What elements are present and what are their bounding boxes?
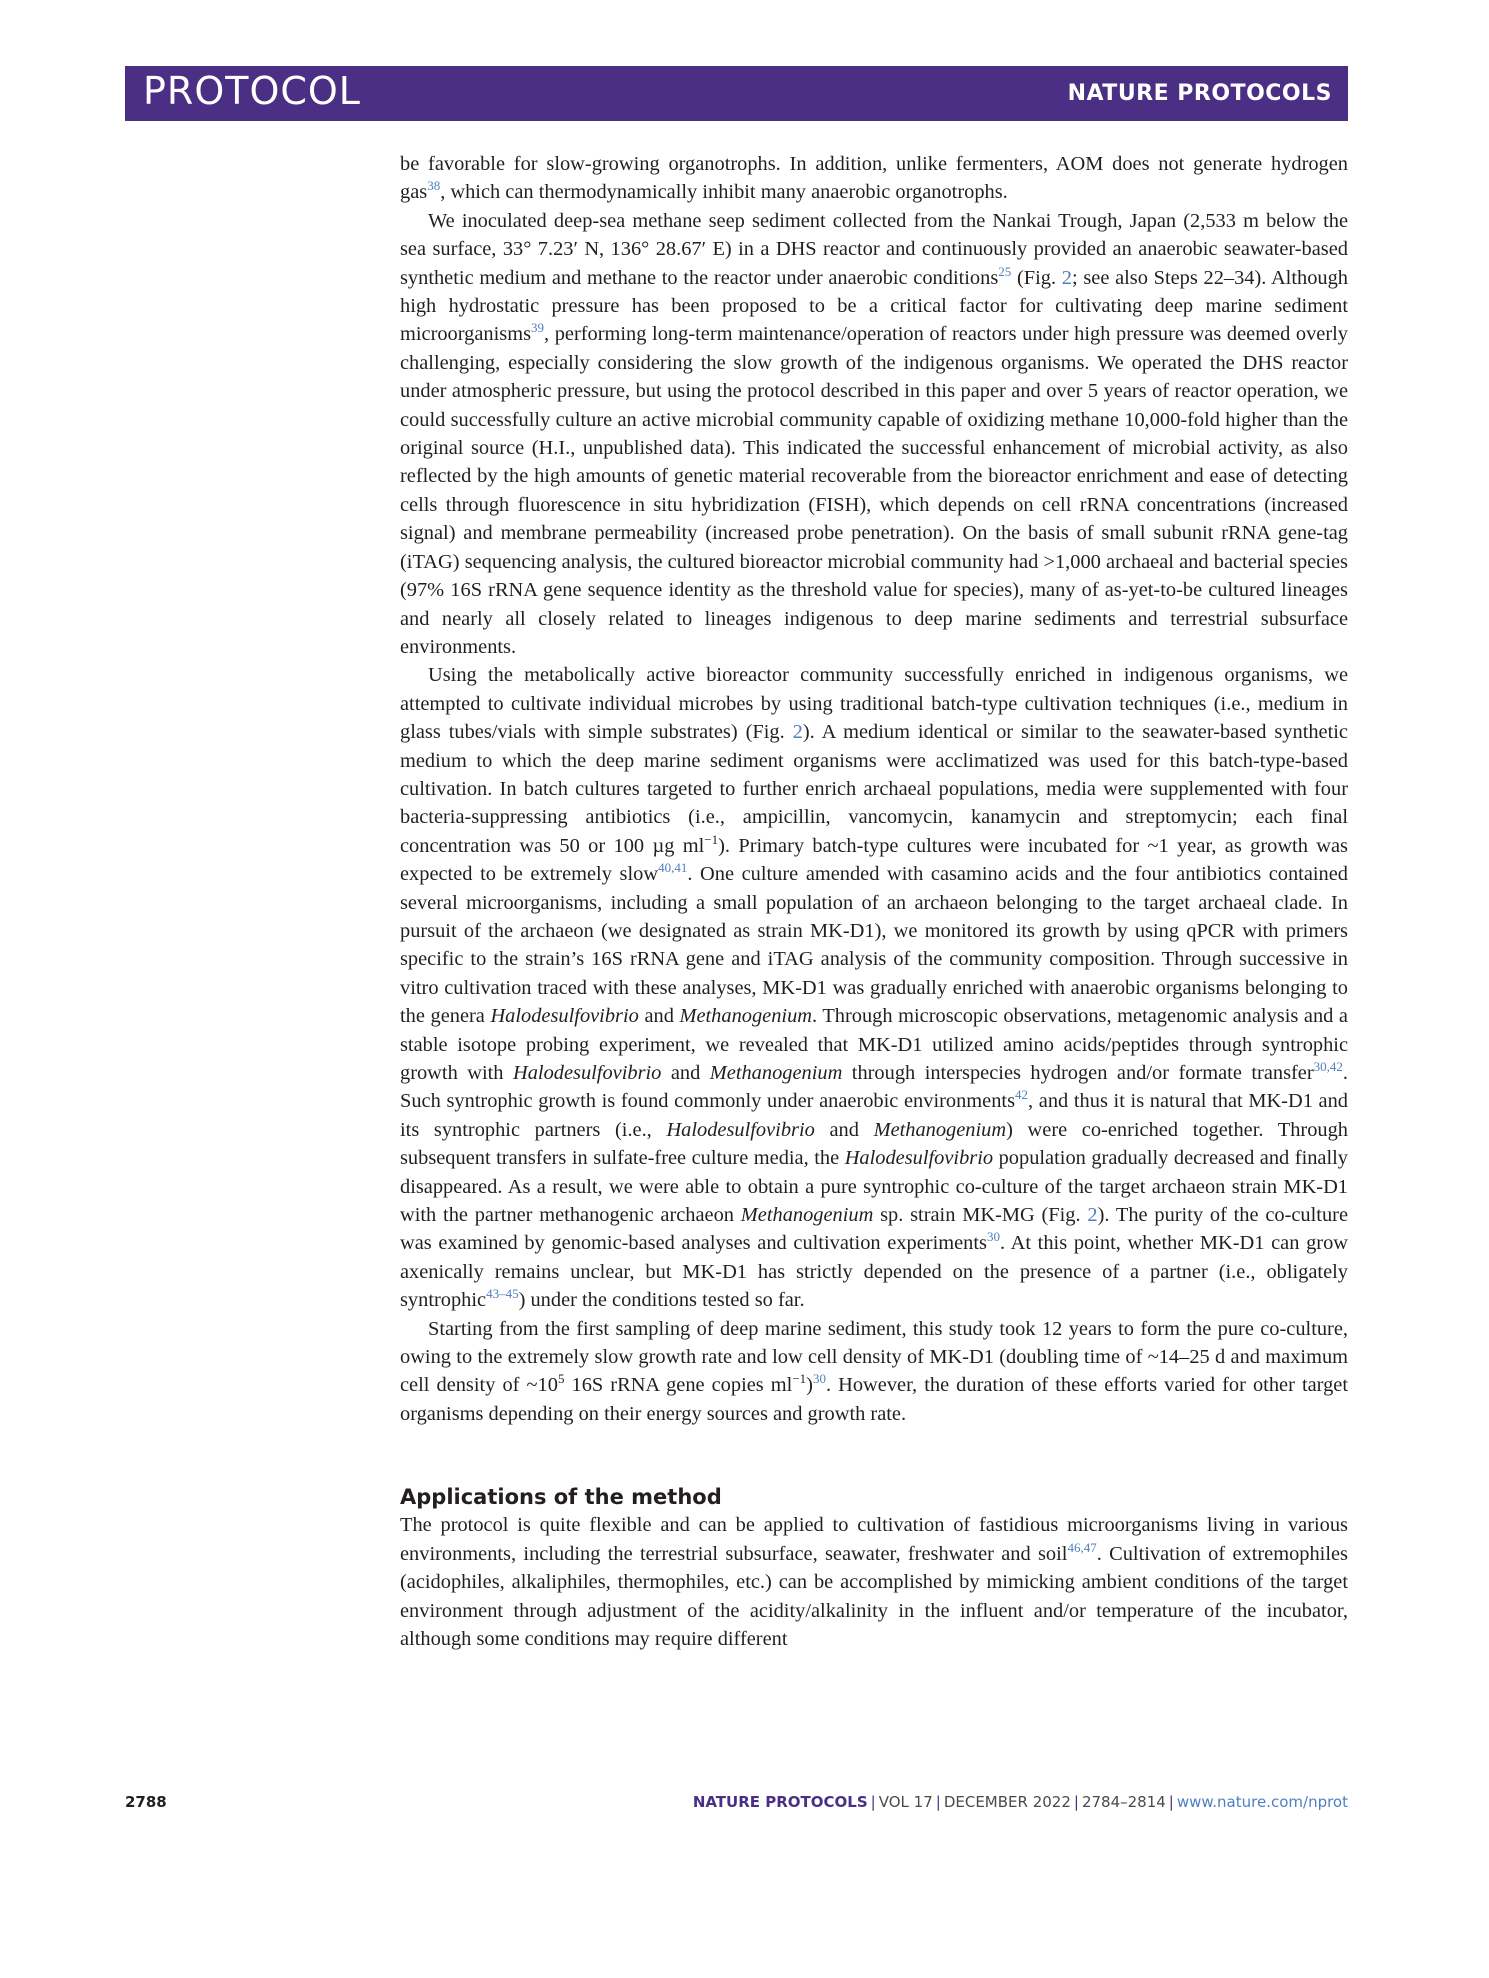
footer-pages: 2784–2814 xyxy=(1081,1793,1166,1811)
citation-link[interactable]: 39 xyxy=(531,320,545,336)
paragraph-4: Starting from the first sampling of deep marine sediment, this study took 12 years to form the pure co-culture, owing to the extremely slow growth rate and low cell density of MK-D1 (doubling time of ~14–25 d and maximum cell density of $\sim 10^5$ 16S rRNA gene copies $ml^{-1})^{30}$. However, the duration of these efforts varied for other target organisms depending on their energy sources and growth rate. xyxy=(400,1317,1348,1425)
footer-journal: NATURE PROTOCOLS xyxy=(692,1793,868,1811)
citation-link[interactable]: 38 xyxy=(427,178,441,194)
citation-link[interactable]: 46,47 xyxy=(1067,1539,1097,1555)
paragraph-3: Using the metabolically active bioreactor community successfully enriched in indigenous organisms, we attempted to cultivate individual microbes by using traditional batch-type cultivation techniques (i.e., medium in glass tubes/vials with simple substrates) (Fig. 2). A medium identical or similar to the seawater-based synthetic medium to which the deep marine sediment organisms were acclimatized was used for this batch-type-based cultivation. In batch cultures targeted to further enrich archaeal populations, media were supplemented with four bacteria-suppressing antibiotics (i.e., ampicillin, vancomycin, kanamycin and streptomycin; each final concentration was 50 or 100 µg $ml^{-1}$). Primary batch-type cultures were incubated for ~1 year, as growth was expected to be extremely slow$^{40,41}$. One culture amended with casamino acids and the four antibiotics contained several microorganisms, including a small population of an archaeon belonging to the target archaeal clade. In pursuit of the archaeon (we designated as strain MK-D1), we monitored its growth by using qPCR with primers specific to the strain’s 16S rRNA gene and iTAG analysis of the community composition. Through successive in vitro cultivation traced with these analyses, MK-D1 was gradually enriched with anaerobic organisms belonging to the genera Halodesulfovibrio and Methanogenium. Through microscopic observations, metagenomic analysis and a stable isotope probing experiment, we revealed that MK-D1 utilized amino acids/peptides through syntrophic growth with Halodesulfovibrio and Methanogenium through interspecies hydrogen and/or formate transfer$^{30,42}$. Such syntrophic growth is found commonly under anaerobic environments$^{42}$, and thus it is natural that MK-D1 and its syntrophic partners (i.e., Halodesulfovibrio and Methanogenium) were co-enriched together. Through subsequent transfers in sulfate-free culture media, the Halodesulfovibrio population gradually decreased and finally disappeared. As a result, we were able to obtain a pure syntrophic co-culture of the target archaeon strain MK-D1 with the partner methanogenic archaeon Methanogenium sp. strain MK-MG (Fig. 2). The purity of the co-culture was examined by genomic-based analyses and cultivation experiments$^{30}$. At this point, whether MK-D1 can grow axenically remains unclear, but MK-D1 has strictly depended on the presence of a partner (i.e., obligately syntrophic$^{43-45}$) under the conditions tested so far. xyxy=(400,664,1349,1312)
figure-link[interactable]: 2 xyxy=(792,721,803,744)
article-body xyxy=(400,150,1348,1653)
citation-link[interactable]: 30,42 xyxy=(1313,1059,1343,1075)
page-footer xyxy=(125,1793,1348,1817)
citation-link[interactable]: 42 xyxy=(1015,1087,1029,1103)
journal-name: NATURE PROTOCOLS xyxy=(1067,81,1332,106)
superscript: 5 xyxy=(557,1371,565,1387)
footer-volume: VOL 17 xyxy=(878,1793,933,1811)
figure-link[interactable]: 2 xyxy=(1061,266,1072,289)
citation-link[interactable]: 40,41 xyxy=(658,860,688,876)
section-label: PROTOCOL xyxy=(143,69,361,113)
journal-url-link[interactable]: www.nature.com/nprot xyxy=(1176,1793,1348,1811)
superscript: −1 xyxy=(792,1371,807,1387)
footer-citation: NATURE PROTOCOLS | VOL 17 | DECEMBER 2022 | 2784–2814 | www.nature.com/nprot xyxy=(692,1793,1348,1811)
superscript: −1 xyxy=(704,831,719,847)
paragraph-5: The protocol is quite flexible and can be applied to cultivation of fastidious microorganisms living in various environments, including the terrestrial subsurface, seawater, freshwater and soil$^{46,47}$. Cultivation of extremophiles (acidophiles, alkaliphiles, thermophiles, etc.) can be accomplished by mimicking ambient conditions of the target environment through adjustment of the acidity/alkalinity in the influent and/or temperature of the incubator, although some conditions may require different xyxy=(400,1514,1348,1650)
page-number: 2788 xyxy=(125,1793,167,1811)
citation-link[interactable]: 30 xyxy=(986,1229,1000,1245)
paragraph-2: We inoculated deep-sea methane seep sediment collected from the Nankai Trough, Japan (2,533 m below the sea surface, 33° 7.23′ N, 136° 28.67′ E) in a DHS reactor and continuously provided an anaerobic seawater-based synthetic medium and methane to the reactor under anaerobic conditions$^{25}$ (Fig. 2; see also Steps 22–34). Although high hydrostatic pressure has been proposed to be a critical factor for cultivating deep marine sediment microorganisms$^{39}$, performing long-term maintenance/operation of reactors under high pressure was deemed overly challenging, especially considering the slow growth of the indigenous organisms. We operated the DHS reactor under atmospheric pressure, but using the protocol described in this paper and over 5 years of reactor operation, we could successfully culture an active microbial community capable of oxidizing methane 10,000-fold higher than the original source (H.I., unpublished data). This indicated the successful enhancement of microbial activity, as also reflected by the high amounts of genetic material recoverable from the bioreactor enrichment and ease of detecting cells through fluorescence in situ hybridization (FISH), which depends on cell rRNA concentrations (increased signal) and membrane permeability (increased probe penetration). On the basis of small subunit rRNA gene-tag (iTAG) sequencing analysis, the cultured bioreactor microbial community had >1,000 archaeal and bacterial species (97% 16S rRNA gene sequence identity as the threshold value for species), many of as-yet-to-be cultured lineages and nearly all closely related to lineages indigenous to deep marine sediments and terrestrial subsurface environments. xyxy=(400,209,1348,658)
header-banner xyxy=(125,66,1348,121)
citation-link[interactable]: 43–45 xyxy=(486,1286,519,1302)
paragraph-1: be favorable for slow-growing organotrophs. In addition, unlike fermenters, AOM does not generate hydrogen gas$^{38}$, which can thermodynamically inhibit many anaerobic organotrophs. xyxy=(400,153,1348,204)
footer-date: DECEMBER 2022 xyxy=(943,1793,1071,1811)
citation-link[interactable]: 25 xyxy=(998,263,1012,279)
figure-link[interactable]: 2 xyxy=(1087,1204,1098,1227)
citation-link[interactable]: 30 xyxy=(812,1371,826,1387)
section-heading: Applications of the method xyxy=(400,1485,722,1510)
